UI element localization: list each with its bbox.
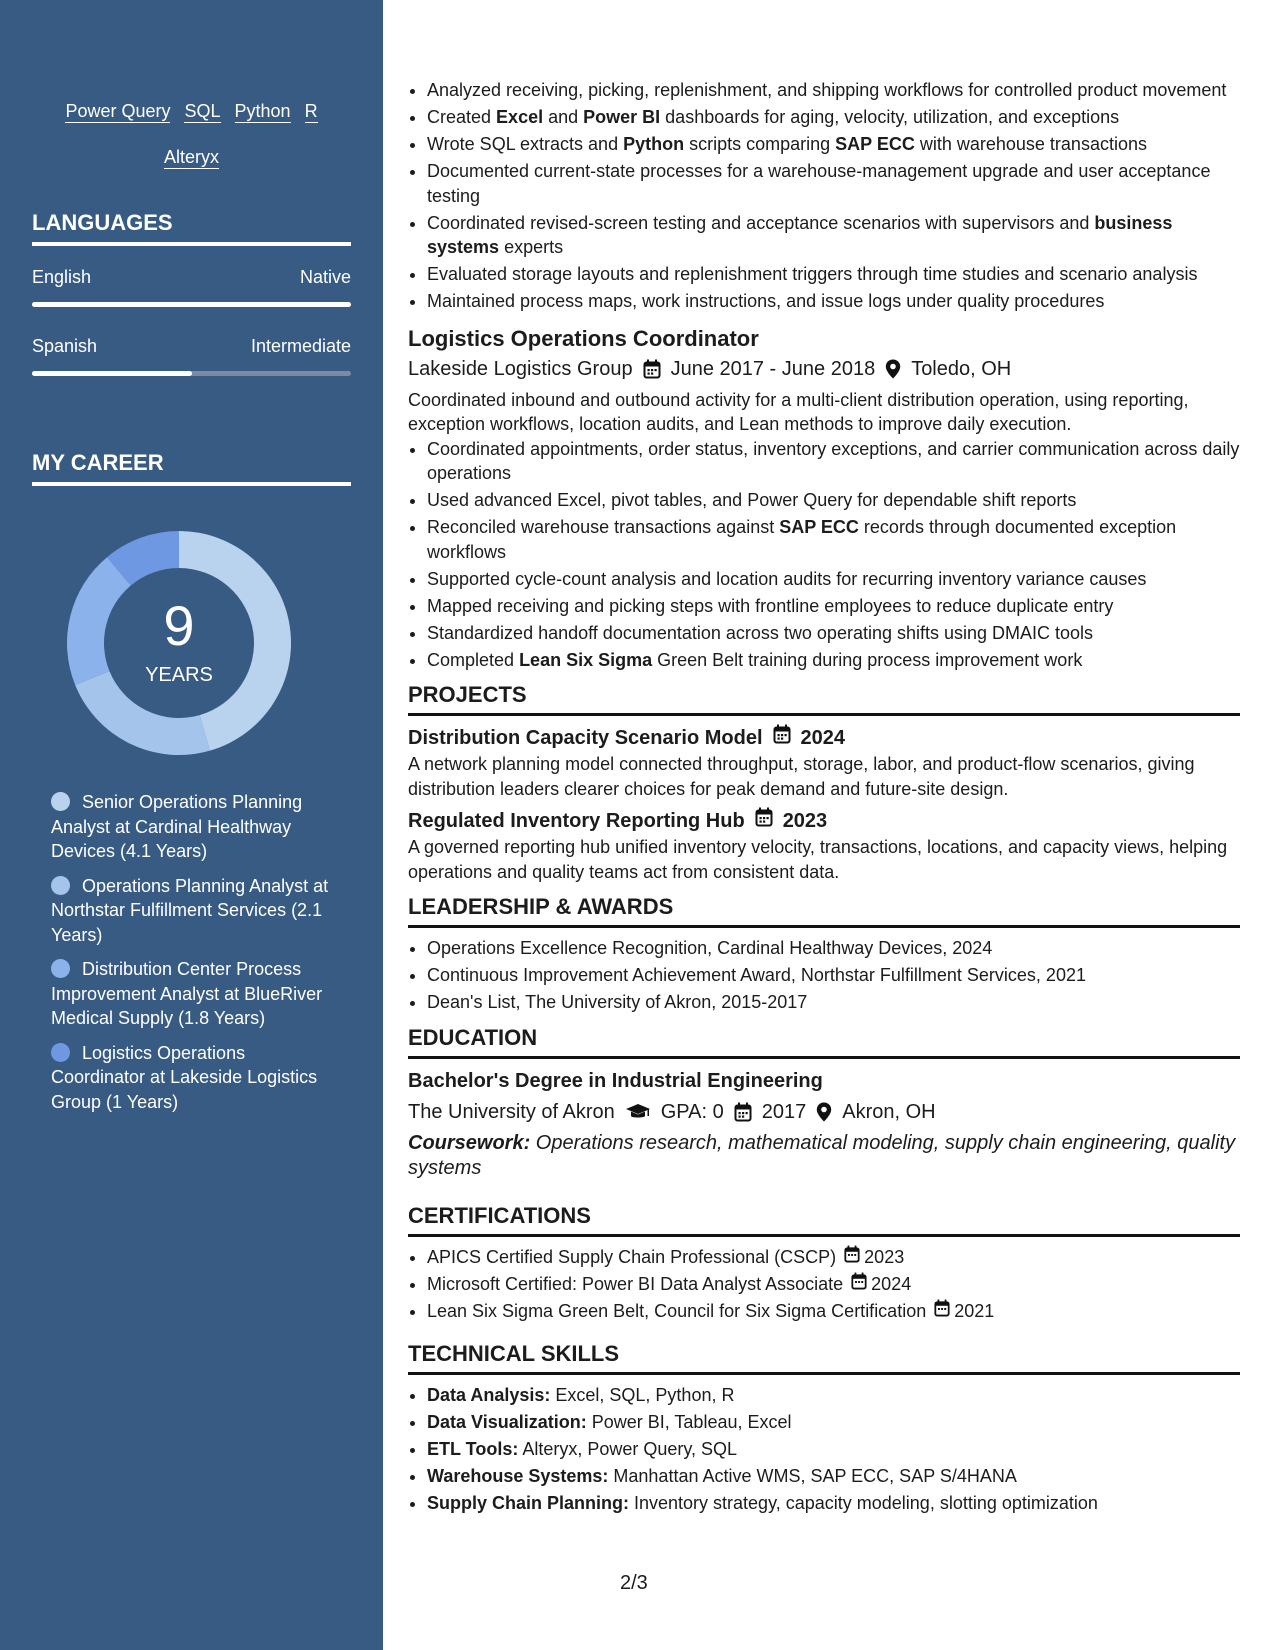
language-item [32, 267, 351, 307]
skill-tag: Power Query [65, 101, 171, 121]
graduation-cap-icon [625, 1103, 651, 1121]
certification-name: APICS Certified Supply Chain Professional (CSCP) [427, 1246, 837, 1267]
bullet-item: • Evaluated storage layouts and replenishment triggers through time studies and scenario analysis [427, 262, 1240, 287]
education-location: Akron, OH [842, 1100, 936, 1123]
language-bar [32, 302, 351, 307]
certification-year: 2024 [871, 1273, 912, 1294]
languages-heading: LANGUAGES [32, 210, 351, 246]
education-year: 2017 [761, 1100, 807, 1123]
skill-tag: Python [234, 101, 291, 121]
career-item [51, 957, 341, 1031]
skill-tag: Alteryx [163, 147, 219, 167]
bullet-item: • Mapped receiving and picking steps with frontline employees to reduce duplicate entry [427, 594, 1240, 619]
bullet-item: • Coordinated appointments, order status, inventory exceptions, and carrier communication across daily operations [427, 437, 1240, 486]
education-gpa: GPA: 0 [660, 1100, 724, 1123]
language-name: English [32, 267, 92, 287]
skill-value: Manhattan Active WMS, SAP ECC, SAP S/4HANA [608, 1466, 1017, 1486]
skill-value: Inventory strategy, capacity modeling, slotting optimization [629, 1493, 1098, 1513]
calendar-icon [755, 807, 773, 835]
degree-title: Bachelor's Degree in Industrial Engineering [408, 1069, 823, 1092]
experience-bullets [408, 78, 1240, 314]
career-item [51, 1041, 341, 1115]
project-title: Regulated Inventory Reporting Hub [408, 810, 745, 832]
certification-name: Lean Six Sigma Green Belt, Council for Six Sigma Certification [427, 1300, 927, 1321]
skill-label: Data Analysis: [427, 1385, 551, 1405]
calendar-icon [851, 1272, 867, 1297]
skill-value: Power BI, Tableau, Excel [586, 1412, 792, 1432]
skill-tag: SQL [184, 101, 221, 121]
job-dates: June 2017 - June 2018 [670, 357, 876, 380]
skill-label: Warehouse Systems: [427, 1466, 609, 1486]
skill-label: ETL Tools: [427, 1439, 519, 1459]
education-heading: EDUCATION [408, 1025, 1240, 1059]
language-bar-fill [32, 302, 351, 307]
awards-list [408, 936, 1240, 1015]
technical-skills-heading: TECHNICAL SKILLS [408, 1341, 1240, 1375]
skill-row [427, 1464, 1240, 1489]
coursework [408, 1131, 1240, 1181]
career-item-text: Senior Operations Planning Analyst at Cardinal Healthway Devices (4.1 Years) [51, 792, 303, 861]
certification-item [427, 1245, 1240, 1270]
project-item [408, 807, 1240, 884]
language-name: Spanish [32, 336, 98, 356]
legend-dot-icon [51, 876, 70, 895]
language-level: Native [299, 267, 351, 287]
sidebar-skills [32, 88, 351, 180]
main-content [408, 78, 1240, 1518]
job-bullets [408, 437, 1240, 673]
award-item: • Operations Excellence Recognition, Cardinal Healthway Devices, 2024 [427, 936, 1240, 961]
career-total-unit: YEARS [145, 664, 213, 686]
coursework-text: Operations research, mathematical modeling, supply chain engineering, quality systems [408, 1131, 1236, 1179]
location-pin-icon [885, 359, 901, 379]
skill-row [427, 1491, 1240, 1516]
skill-label: Data Visualization: [427, 1412, 587, 1432]
sidebar [0, 0, 383, 1650]
language-bar-fill [32, 371, 192, 376]
career-item [51, 790, 341, 864]
calendar-icon [934, 1299, 950, 1324]
certification-year: 2023 [864, 1246, 905, 1267]
project-description: A network planning model connected throughput, storage, labor, and product-flow scenarios, giving distribution leaders clearer choices for peak demand and future-site design. [408, 754, 1195, 799]
certification-item [427, 1272, 1240, 1297]
bullet-item: • Maintained process maps, work instructions, and issue logs under quality procedures [427, 289, 1240, 314]
legend-dot-icon [51, 1043, 70, 1062]
skill-value: Alteryx, Power Query, SQL [518, 1439, 738, 1459]
bullet-item: • Created Excel and Power BI dashboards for aging, velocity, utilization, and exceptions [427, 105, 1240, 130]
award-item: • Dean's List, The University of Akron, 2015-2017 [427, 990, 1240, 1015]
skill-row [427, 1410, 1240, 1435]
skill-label: Supply Chain Planning: [427, 1493, 629, 1513]
bullet-item: • Coordinated revised-screen testing and acceptance scenarios with supervisors and business systems experts [427, 211, 1240, 260]
language-level: Intermediate [250, 336, 351, 356]
career-item-text: Logistics Operations Coordinator at Lakeside Logistics Group (1 Years) [51, 1042, 318, 1112]
career-item-text: Distribution Center Process Improvement Analyst at BlueRiver Medical Supply (1.8 Years) [51, 959, 323, 1028]
skill-row [427, 1437, 1240, 1462]
awards-heading: LEADERSHIP & AWARDS [408, 894, 1240, 928]
bullet-item: • Analyzed receiving, picking, replenishment, and shipping workflows for controlled product movement [427, 78, 1240, 103]
education-meta [408, 1097, 1240, 1127]
language-bar [32, 371, 351, 376]
career-total-years: 9 [163, 594, 195, 657]
page-number: 2/3 [620, 1572, 648, 1594]
career-legend [51, 790, 341, 1124]
legend-dot-icon [51, 959, 70, 978]
project-year: 2024 [800, 727, 846, 749]
project-item [408, 724, 1240, 801]
bullet-item: • Used advanced Excel, pivot tables, and Power Query for dependable shift reports [427, 488, 1240, 513]
bullet-item: • Supported cycle-count analysis and location audits for recurring inventory variance causes [427, 567, 1240, 592]
certification-year: 2021 [954, 1300, 995, 1321]
skill-row [427, 1383, 1240, 1408]
technical-skills-list [408, 1383, 1240, 1516]
job-title: Logistics Operations Coordinator [408, 325, 759, 351]
bullet-item: • Completed Lean Six Sigma Green Belt training during process improvement work [427, 648, 1240, 673]
skill-value: Excel, SQL, Python, R [550, 1385, 735, 1405]
certification-item [427, 1299, 1240, 1324]
bullet-item: • Documented current-state processes for a warehouse-management upgrade and user acceptance testing [427, 159, 1240, 208]
skill-tag: R [304, 101, 318, 121]
bullet-item: • Standardized handoff documentation across two operating shifts using DMAIC tools [427, 621, 1240, 646]
calendar-icon [734, 1102, 752, 1122]
project-year: 2023 [782, 810, 828, 832]
certification-name: Microsoft Certified: Power BI Data Analyst Associate [427, 1273, 844, 1294]
projects-heading: PROJECTS [408, 682, 1240, 716]
project-description: A governed reporting hub unified inventory velocity, transactions, locations, and capacity views, helping operations and quality teams act from consistent data. [408, 837, 1228, 882]
calendar-icon [844, 1245, 860, 1270]
school-name: The University of Akron [408, 1100, 615, 1123]
certifications-list [408, 1245, 1240, 1324]
calendar-icon [773, 724, 791, 752]
certifications-heading: CERTIFICATIONS [408, 1203, 1240, 1237]
calendar-icon [643, 359, 661, 379]
project-title: Distribution Capacity Scenario Model [408, 727, 763, 749]
career-item [51, 874, 341, 948]
job-summary: Coordinated inbound and outbound activity for a multi-client distribution operation, using reporting, exception workflows, location audits, and Lean methods to improve daily execution. [408, 389, 1189, 434]
job-meta [408, 354, 1240, 384]
bullet-item: • Wrote SQL extracts and Python scripts comparing SAP ECC with warehouse transactions [427, 132, 1240, 157]
language-item [32, 336, 351, 376]
award-item: • Continuous Improvement Achievement Award, Northstar Fulfillment Services, 2021 [427, 963, 1240, 988]
coursework-label: Coursework: [408, 1131, 531, 1154]
job-company: Lakeside Logistics Group [408, 357, 633, 380]
location-pin-icon [816, 1102, 832, 1122]
career-heading: MY CAREER [32, 450, 351, 486]
job-location: Toledo, OH [911, 357, 1012, 380]
legend-dot-icon [51, 792, 70, 811]
career-item-text: Operations Planning Analyst at Northstar Fulfillment Services (2.1 Years) [51, 875, 329, 945]
bullet-item: • Reconciled warehouse transactions against SAP ECC records through documented exception workflows [427, 515, 1240, 564]
